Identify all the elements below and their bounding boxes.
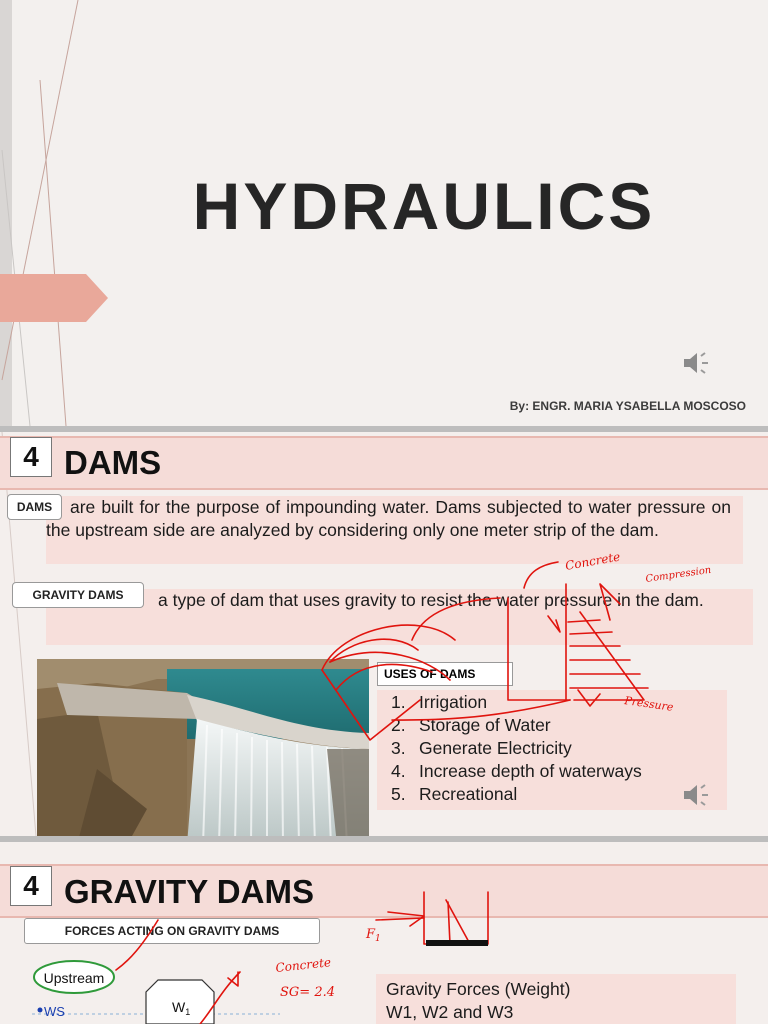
accent-arrow — [0, 274, 108, 322]
handwritten-pressure: Pressure — [623, 694, 675, 714]
w1-subscript: 1 — [185, 1007, 191, 1017]
dams-definition — [46, 496, 743, 564]
slide-heading: GRAVITY DAMS — [64, 873, 314, 910]
slide-heading: DAMS — [64, 444, 162, 481]
speaker-icon[interactable] — [682, 782, 712, 808]
dams-tag: DAMS — [7, 494, 62, 520]
handwritten-concrete: Concrete — [564, 549, 622, 573]
uses-list — [377, 690, 727, 810]
f1-subscript: 1 — [375, 934, 381, 944]
list-item: 3. Generate Electricity — [391, 738, 572, 758]
upstream-label: Upstream — [43, 970, 105, 986]
list-item: 5. Recreational — [391, 784, 518, 804]
gravity-dams-tag: GRAVITY DAMS — [12, 582, 144, 608]
page-title: HYDRAULICS — [192, 169, 656, 243]
handwritten-concrete-2: Concrete — [274, 955, 332, 975]
list-item: 2. Storage of Water — [391, 715, 551, 735]
decorative-lines — [0, 432, 40, 836]
handwritten-sg: SG= 2.4 — [280, 985, 335, 1000]
gravity-forces-line1: Gravity Forces (Weight) — [386, 979, 571, 999]
gravity-forces-text — [376, 974, 736, 1024]
dams-definition-text: are built for the purpose of impounding water. Dams subjected to water pressure on the upstream side are analyzed by considering only one meter strip of the dam. — [46, 497, 731, 540]
dam-photo — [37, 659, 369, 845]
uses-of-dams-tag: USES OF DAMS — [377, 662, 513, 686]
gravity-dam-text: a type of dam that uses gravity to resist the water pressure in the dam. — [158, 590, 704, 610]
list-item: 4. Increase depth of waterways — [391, 761, 642, 781]
f1-label: F — [366, 927, 376, 942]
forces-diagram — [30, 950, 280, 1024]
author-byline: By: ENGR. MARIA YSABELLA MOSCOSO — [509, 399, 746, 413]
list-item: 1. Irrigation — [391, 692, 488, 712]
title-slide — [0, 0, 768, 426]
gravity-dam-definition — [46, 589, 753, 645]
speaker-icon[interactable] — [682, 350, 712, 376]
forces-acting-tag: FORCES ACTING ON GRAVITY DAMS — [24, 918, 320, 944]
w1-label: W — [172, 999, 186, 1015]
ws-label: WS — [44, 1004, 65, 1019]
handwritten-compression: Compression — [644, 564, 712, 585]
slide-number: 4 — [10, 437, 52, 477]
slide-number: 4 — [10, 866, 52, 906]
gravity-forces-line2: W1, W2 and W3 — [386, 1002, 514, 1022]
